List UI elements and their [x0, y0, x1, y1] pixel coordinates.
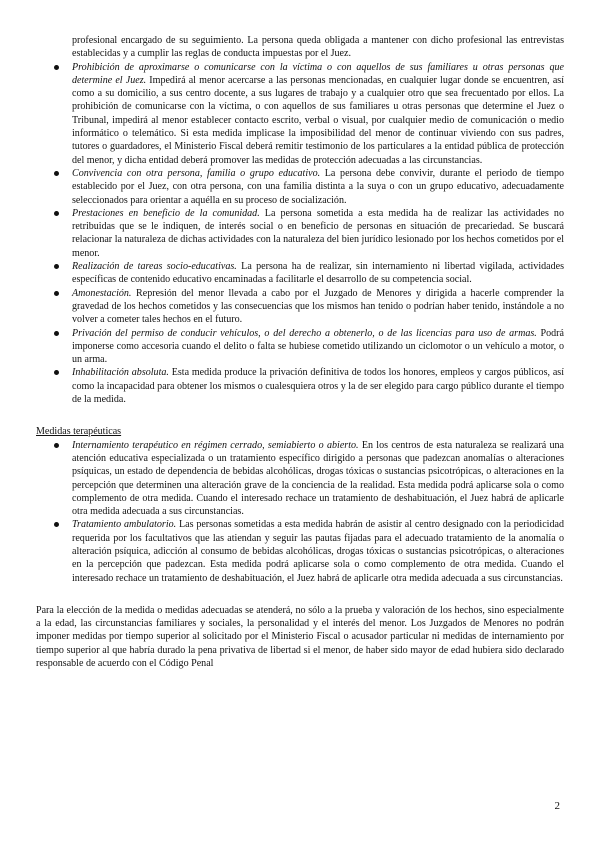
measure-description: La persona sometida a esta medida ha de realizar las actividades no retribuidas que se le indiquen, de interés social o en beneficio de personas en situación de precariedad. Se buscará relacionar la naturaleza de dichas actividades con la naturaleza del bien jurídico lesionado por los hechos cometidos por el menor.	[72, 207, 564, 259]
page-content	[36, 34, 564, 670]
section-heading: Medidas terapéuticas	[36, 426, 122, 438]
list-item	[36, 439, 564, 519]
list-item	[36, 518, 564, 584]
list-item	[36, 327, 564, 367]
measure-term: Prestaciones en beneficio de la comunidad.	[72, 207, 260, 219]
list-item	[36, 207, 564, 260]
bullet-icon	[54, 291, 59, 296]
bullet-icon	[54, 264, 59, 269]
list-item	[36, 287, 564, 327]
list-item	[36, 167, 564, 207]
measure-description: Podrá imponerse como accesoria cuando el delito o falta se hubiese cometido utilizando un ciclomotor o un vehículo a motor, o un arma.	[72, 327, 564, 366]
measure-term: Amonestación.	[72, 287, 132, 299]
list-item	[36, 61, 564, 167]
measure-term: Privación del permiso de conducir vehículos, o del derecho a obtenerlo, o de las licencias para uso de armas.	[72, 327, 537, 339]
bullet-icon	[54, 370, 59, 375]
continued-paragraph: profesional encargado de su seguimiento. La persona queda obligada a mantener con dicho profesional las entrevistas establecidas y a cumplir las reglas de conducta impuestas por el Juez.	[72, 35, 564, 60]
closing-paragraph: Para la elección de la medida o medidas adecuadas se atenderá, no sólo a la prueba y valoración de los hechos, sino especialmente a la edad, las circunstancias familiares y sociales, la personalidad y el interés del menor. Los Juzgados de Menores no podrán imponer medidas por tiempo superior al solicitado por el Ministerio Fiscal o acusador particular ni medidas de internamiento por tiempo superior al que habría durado la pena privativa de libertad si el menor, de haber sido mayor de edad hubiera sido declarado responsable de acuerdo con el Código Penal	[36, 604, 564, 670]
measure-description: En los centros de esta naturaleza se realizará una atención educativa especializada o un tratamiento específico dirigido a personas que padezcan anomalías o alteraciones psíquicas, un estado de dependencia de bebidas alcohólicas, drogas tóxicas o sustancias psicotrópicas, o alteraciones en la percepción que determinen una alteración grave de la conciencia de la realidad. Esta medida podrá aplicarse sola o como complemento de otra medida. Cuando el interesado rechace un tratamiento de deshabituación, el Juez habrá de aplicarle otra medida adecuada a sus circunstancias.	[72, 439, 564, 518]
bullet-icon	[54, 443, 59, 448]
page-number: 2	[554, 800, 560, 812]
measure-description: Impedirá al menor acercarse a las personas mencionadas, en cualquier lugar donde se encuentren, así como a su domicilio, a sus centro docente, a sus lugares de trabajo y a cualquier otro que sea frecuentado por ellos. La prohibición de comunicarse con la víctima, o con aquellos de sus familiares u otras personas que determine el Juez o Tribunal, impedirá al menor establecer contacto escrito, verbal o visual, por cualquier medio de comunicación o medio informático o telemático. Si esta medida implicase la imposibilidad del menor de continuar viviendo con sus padres, tutores o guardadores, el Ministerio Fiscal deberá remitir testimonio de los particulares a la entidad pública de protección del menor, y dicha entidad deberá promover las medidas de protección adecuadas a las circunstancias.	[72, 74, 564, 166]
measure-description: Represión del menor llevada a cabo por el Juzgado de Menores y dirigida a hacerle comprender la gravedad de los hechos cometidos y las consecuencias que los mismos han tenido o podrían haber tenido, instándole a no volver a cometer tales hechos en el futuro.	[72, 287, 564, 326]
measures-list	[36, 61, 564, 407]
measure-description: Las personas sometidas a esta medida habrán de asistir al centro designado con la periodicidad requerida por los facultativos que las atiendan y seguir las pautas fijadas para el adecuado tratamiento de la anomalía o alteración psíquica, adicción al consumo de bebidas alcohólicas, drogas tóxicas o sustancias psicotrópicas, o alteraciones en la percepción que padezcan. Esta medida podrá aplicarse sola o como complemento de otra medida. Cuando el interesado rechace un tratamiento de deshabituación, el Juez habrá de aplicarle otra medida adecuada a sus circunstancias.	[72, 519, 564, 584]
measure-description: La persona debe convivir, durante el periodo de tiempo establecido por el Juez, con otra persona, con una familia distinta a la suya o con un grupo educativo, adecuadamente seleccionados para orientar a aquélla en su proceso de socialización.	[72, 167, 564, 206]
measure-term: Inhabilitación absoluta.	[72, 367, 169, 379]
bullet-icon	[54, 211, 59, 216]
therapeutic-measures-list	[36, 439, 564, 585]
measure-term: Realización de tareas socio-educativas.	[72, 261, 237, 273]
bullet-icon	[54, 522, 59, 527]
measure-term: Prohibición de aproximarse o comunicarse con la víctima o con aquellos de sus familiares u otras personas que determine el Juez.	[72, 61, 564, 86]
measure-term: Convivencia con otra persona, familia o grupo educativo.	[72, 167, 321, 179]
measure-term: Internamiento terapéutico en régimen cerrado, semiabierto o abierto.	[72, 439, 359, 451]
measure-description: Esta medida produce la privación definitiva de todos los honores, empleos y cargos públicos, así como la incapacidad para obtener los mismos o cualesquiera otros y la de ser elegido para cargo público durante el tiempo de la medida.	[72, 367, 564, 406]
bullet-icon	[54, 65, 59, 70]
bullet-icon	[54, 331, 59, 336]
list-item	[36, 260, 564, 287]
measure-term: Tratamiento ambulatorio.	[72, 519, 177, 531]
measure-description: La persona ha de realizar, sin internamiento ni libertad vigilada, actividades específicas de contenido educativo encaminadas a facilitarle el desarrollo de su competencia social.	[72, 261, 564, 286]
bullet-icon	[54, 171, 59, 176]
list-item	[36, 366, 564, 406]
